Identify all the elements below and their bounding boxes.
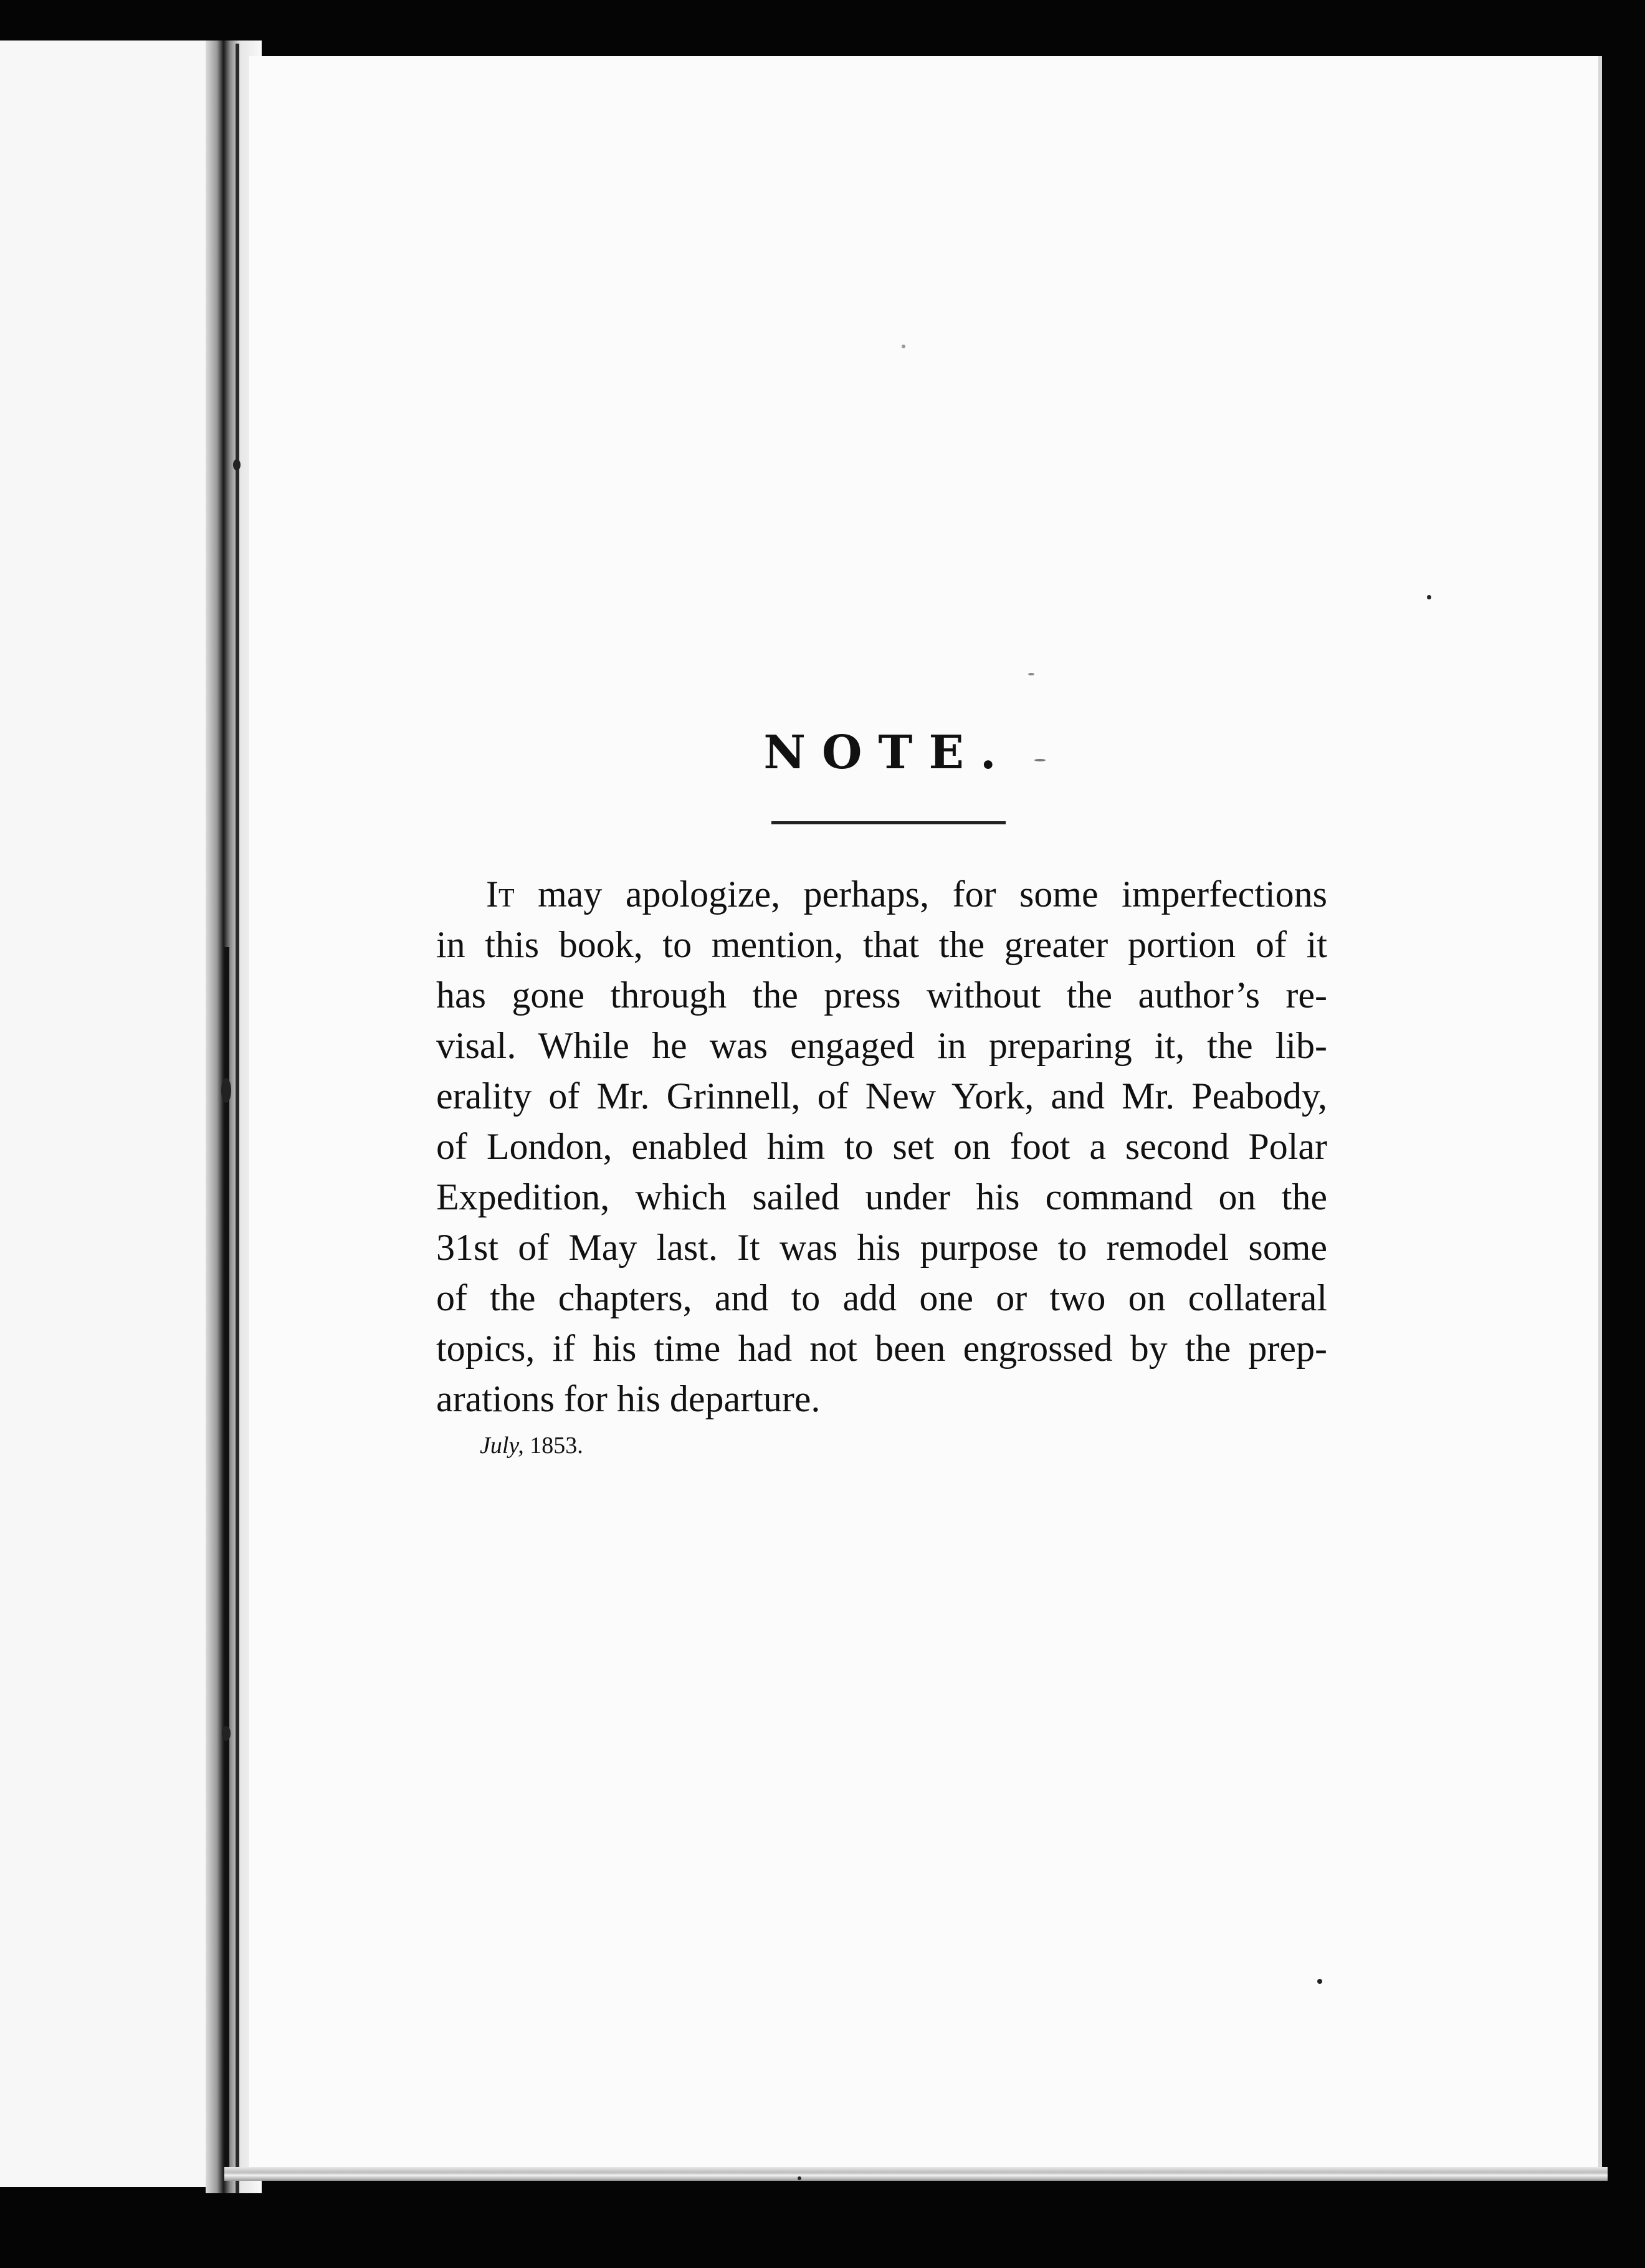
page-bottom-edge [224, 2167, 1608, 2181]
text-line: It may apologize, perhaps, for some imperfections [486, 874, 1327, 915]
ink-speck [221, 1078, 231, 1103]
date-year: 1853. [530, 1432, 583, 1459]
left-page-margin [0, 40, 237, 2187]
page-title: NOTE. [763, 726, 1013, 779]
lead-word: It [486, 874, 515, 915]
text-line: erality of Mr. Grinnell, of New York, and Mr. Peabody, [436, 1075, 1327, 1117]
dateline [480, 1432, 583, 1459]
ink-speck [222, 1726, 231, 1741]
gutter-shadow-line [236, 44, 239, 2193]
ink-speck [798, 2176, 801, 2180]
text-line: visal. While he was engaged in preparing it, the lib- [436, 1025, 1327, 1066]
text-line: of London, enabled him to set on foot a second Polar [436, 1126, 1327, 1167]
ink-speck [902, 345, 905, 348]
text-line: topics, if his time had not been engrossed by the prep- [436, 1328, 1327, 1369]
ink-speck [233, 459, 241, 470]
text-line: Expedition, which sailed under his command on the [436, 1176, 1327, 1217]
text-line: arations for his departure. [436, 1378, 821, 1419]
ink-speck [1028, 673, 1034, 675]
date-month: July, [480, 1432, 524, 1459]
text-line: in this book, to mention, that the greater portion of it [436, 924, 1327, 965]
ink-speck [1317, 1979, 1322, 1984]
ink-speck [1427, 595, 1431, 599]
note-paragraph [436, 869, 1327, 1424]
gutter-shadow-line-lower [224, 947, 229, 2181]
text-line: of the chapters, and to add one or two on collateral [436, 1277, 1327, 1318]
title-rule [771, 821, 1006, 824]
text-line: 31st of May last. It was his purpose to remodel some [436, 1227, 1327, 1268]
text-line: has gone through the press without the author’s re- [436, 974, 1327, 1016]
